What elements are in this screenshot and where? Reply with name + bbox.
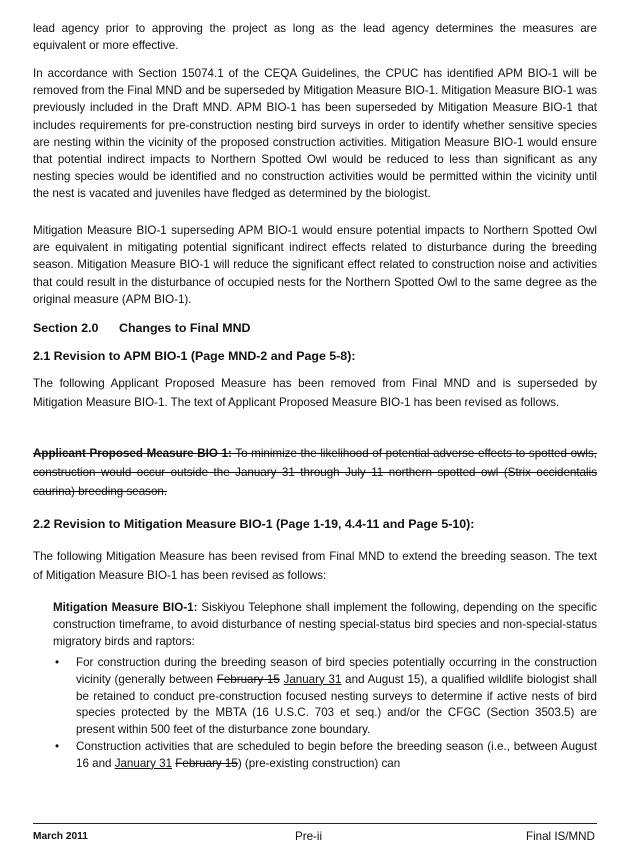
paragraph-measure-revised: The following Mitigation Measure has been revised from Final MND to extend the breeding season. The text of Mitigation Measure BIO-1 has been revised as follows:	[33, 550, 597, 582]
paragraph-intro-continuation: lead agency prior to approving the project as long as the lead agency determines the measures are equivalent or more effective.	[33, 22, 597, 53]
mitigation-measure-label: Mitigation Measure BIO-1:	[53, 601, 198, 614]
paragraph-superseding-measure: Mitigation Measure BIO-1 superseding APM BIO-1 would ensure potential impacts to Northern Spotted Owl are equivalent in mitigating potential significant indirect effects related to disturbance during the breeding season. Mitigation Measure BIO-1 will reduce the significant effect related to construction noise and activities that could result in the disturbance of occupied nests for the Northern Spotted Owl to the same degree as the original measure (APM BIO-1).	[33, 224, 597, 306]
inserted-date: January 31	[114, 756, 173, 770]
measure-bullet-list	[53, 655, 597, 773]
section-heading	[33, 320, 597, 337]
mitigation-measure-bio1	[53, 600, 597, 650]
section-number: Section 2.0	[33, 321, 99, 335]
paragraph-apm-removed: The following Applicant Proposed Measure has been removed from Final MND and is superseded by Mitigation Measure BIO-1. The text of Applicant Proposed Measure BIO-1 has been revised as follows.	[33, 377, 597, 409]
subsection-heading-apm: 2.1 Revision to APM BIO-1 (Page MND-2 and Page 5-8):	[33, 349, 356, 363]
footer-page-number: Pre-ii	[295, 830, 323, 843]
struck-date: February 15	[216, 672, 280, 686]
bullet-icon: •	[55, 739, 60, 753]
subsection-heading-mitigation: 2.2 Revision to Mitigation Measure BIO-1 (Page 1-19, 4.4-11 and Page 5-10):	[33, 517, 475, 531]
footer-date: March 2011	[33, 831, 88, 842]
paragraph-ceqa-section: In accordance with Section 15074.1 of the CEQA Guidelines, the CPUC has identified APM BIO-1 will be removed from the Final MND and be superseded by Mitigation Measure BIO-1. Mitigation Measure BIO-1 was previously included in the Draft MND. APM BIO-1 has been superseded by Mitigation Measure BIO-1 that includes requirements for pre-construction nesting bird surveys in order to identify whether sensitive species are nesting within the vicinity of the proposed construction activities. Mitigation Measure BIO-1 would ensure that potential indirect impacts to Northern Spotted Owl would be reduced to less than significant as any nesting species would be identified and no construction activities would be permitted within the vicinity until the nest is vacated and juveniles have fledged as determined by the biologist.	[33, 67, 597, 201]
bullet-icon: •	[55, 656, 60, 669]
mitigation-measure-text: Siskiyou Telephone shall implement the following, depending on the specific construction timeframe, to avoid disturbance of nesting special-status bird species and non-special-status migratory birds and raptors:	[53, 601, 597, 648]
list-item: • Construction activities that are scheduled to begin before the breeding season (i.e., between August 16 and January 31 February 15) (pre-existing construction) can	[55, 739, 597, 770]
struck-apm-text: To minimize the likelihood of potential adverse effects to spotted owls, construction would occur outside the January 31 through July 11 northern spotted owl (Strix occidentalis caurina) breeding season.	[33, 447, 597, 498]
footer-document-title: Final IS/MND	[526, 830, 595, 843]
struck-apm-bio1	[33, 444, 597, 501]
section-title: Changes to Final MND	[119, 321, 251, 335]
inserted-date: January 31	[283, 672, 342, 686]
footer-divider	[33, 823, 597, 824]
struck-date: February 15	[175, 756, 238, 770]
struck-apm-label: Applicant Proposed Measure BIO 1:	[33, 447, 232, 460]
list-item: • For construction during the breeding season of bird species potentially occurring in the construction vicinity (generally between February 15 January 31 and August 15), a qualified wildlife biologist shall be retained to conduct pre-construction focused nesting surveys to determine if active nests of bird species protected by the MBTA (16 U.S.C. 703 et seq.) and/or the CFGC (Section 3503.5) are present within 500 feet of the disturbance zone boundary.	[55, 656, 597, 737]
